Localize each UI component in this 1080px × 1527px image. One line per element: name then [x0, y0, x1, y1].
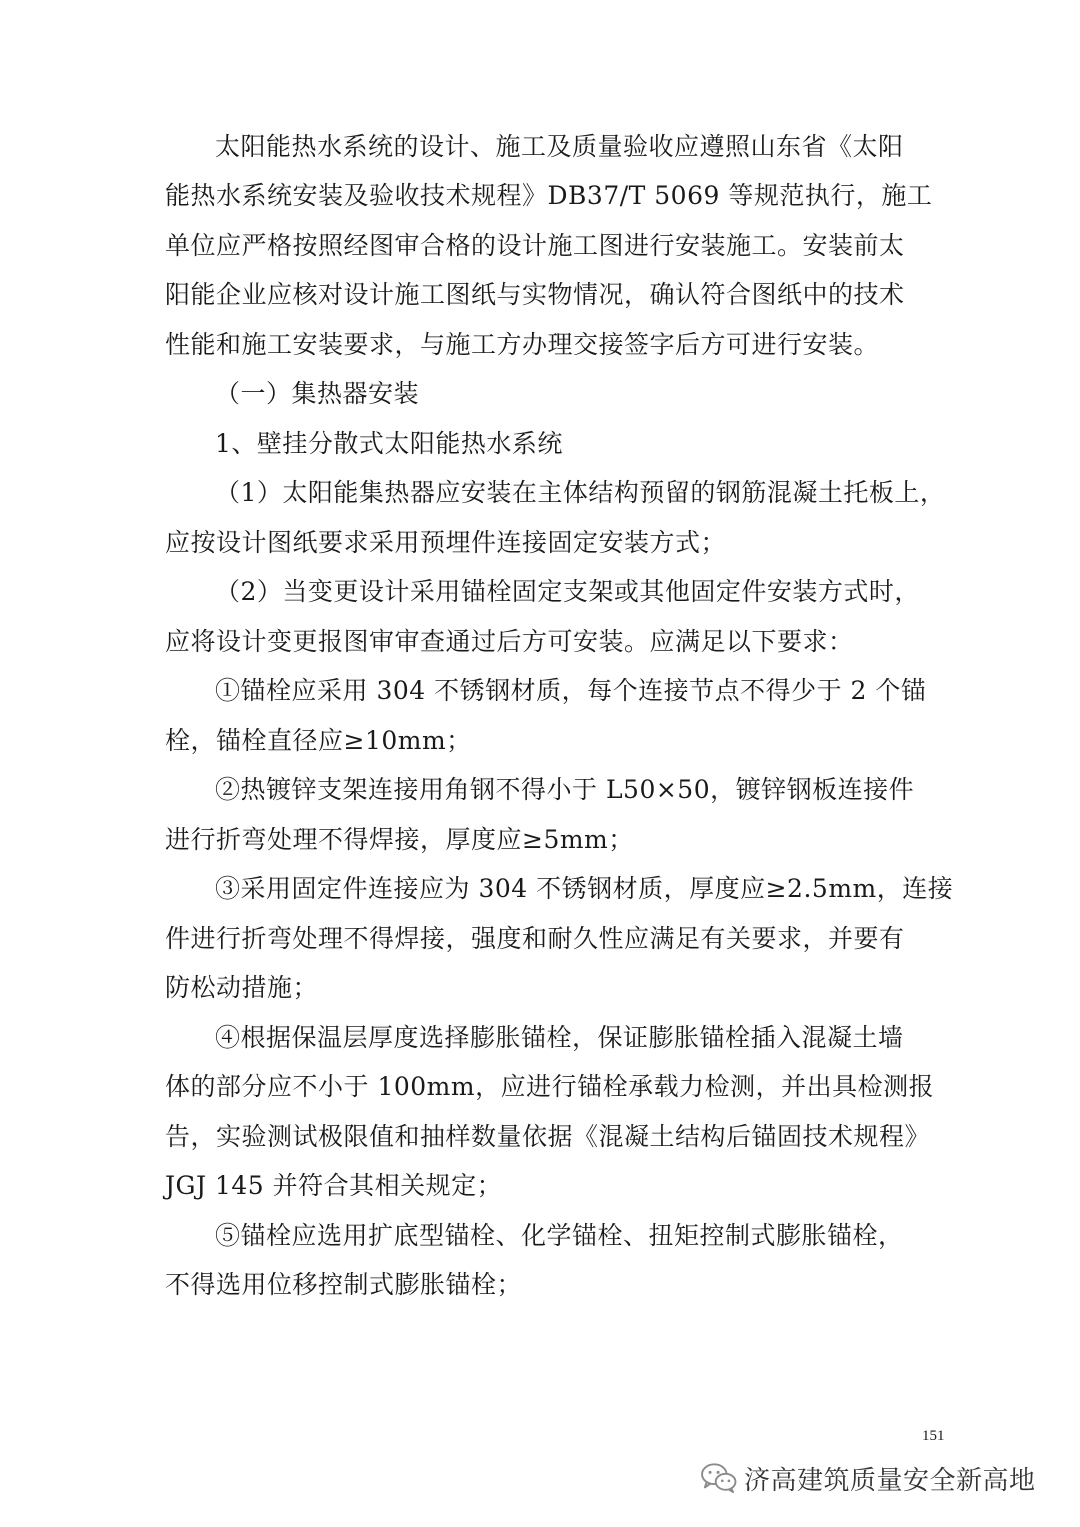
page-number: 151	[922, 1428, 945, 1444]
watermark-text: 济高建筑质量安全新高地	[744, 1465, 1036, 1496]
list-item-line: ②热镀锌支架连接用角钢不得小于 L50×50，镀锌钢板连接件	[215, 775, 915, 804]
paragraph-line: 能热水系统安装及验收技术规程》DB37/T 5069 等规范执行，施工	[165, 181, 933, 210]
paragraph-line: 单位应严格按照经图审合格的设计施工图进行安装施工。安装前太	[165, 231, 905, 260]
section-heading: （一）集热器安装	[215, 379, 420, 408]
list-item-line: 防松动措施；	[165, 973, 319, 1002]
list-item-line: ④根据保温层厚度选择膨胀锚栓，保证膨胀锚栓插入混凝土墙	[215, 1023, 904, 1052]
list-item-line: 件进行折弯处理不得焊接，强度和耐久性应满足有关要求，并要有	[165, 924, 905, 953]
paragraph-line: 性能和施工安装要求，与施工方办理交接签字后方可进行安装。	[165, 330, 880, 359]
list-item-line: 告，实验测试极限值和抽样数量依据《混凝土结构后锚固技术规程》	[165, 1122, 931, 1151]
paragraph-line: （1）太阳能集热器应安装在主体结构预留的钢筋混凝土托板上，	[215, 478, 946, 507]
paragraph-line: 阳能企业应核对设计施工图纸与实物情况，确认符合图纸中的技术	[165, 280, 905, 309]
list-item-line: 栓，锚栓直径应≥10mm；	[165, 726, 472, 755]
list-item-line: ①锚栓应采用 304 不锈钢材质，每个连接节点不得少于 2 个锚	[215, 676, 927, 705]
list-item-line: 不得选用位移控制式膨胀锚栓；	[165, 1270, 523, 1299]
subsection-heading: 1、壁挂分散式太阳能热水系统	[215, 429, 563, 458]
paragraph-line: 应将设计变更报图审审查通过后方可安装。应满足以下要求：	[165, 627, 854, 656]
list-item-line: JGJ 145 并符合其相关规定；	[165, 1171, 503, 1200]
watermark	[700, 1460, 1036, 1496]
wechat-icon	[700, 1462, 738, 1494]
list-item-line: 体的部分应不小于 100mm，应进行锚栓承载力检测，并出具检测报	[165, 1072, 935, 1101]
paragraph-line: 太阳能热水系统的设计、施工及质量验收应遵照山东省《太阳	[215, 132, 904, 161]
paragraph-line: 应按设计图纸要求采用预埋件连接固定安装方式；	[165, 528, 727, 557]
list-item-line: ⑤锚栓应选用扩底型锚栓、化学锚栓、扭矩控制式膨胀锚栓，	[215, 1221, 904, 1250]
list-item-line: 进行折弯处理不得焊接，厚度应≥5mm；	[165, 825, 634, 854]
paragraph-line: （2）当变更设计采用锚栓固定支架或其他固定件安装方式时，	[215, 577, 920, 606]
list-item-line: ③采用固定件连接应为 304 不锈钢材质，厚度应≥2.5mm，连接	[215, 874, 954, 903]
